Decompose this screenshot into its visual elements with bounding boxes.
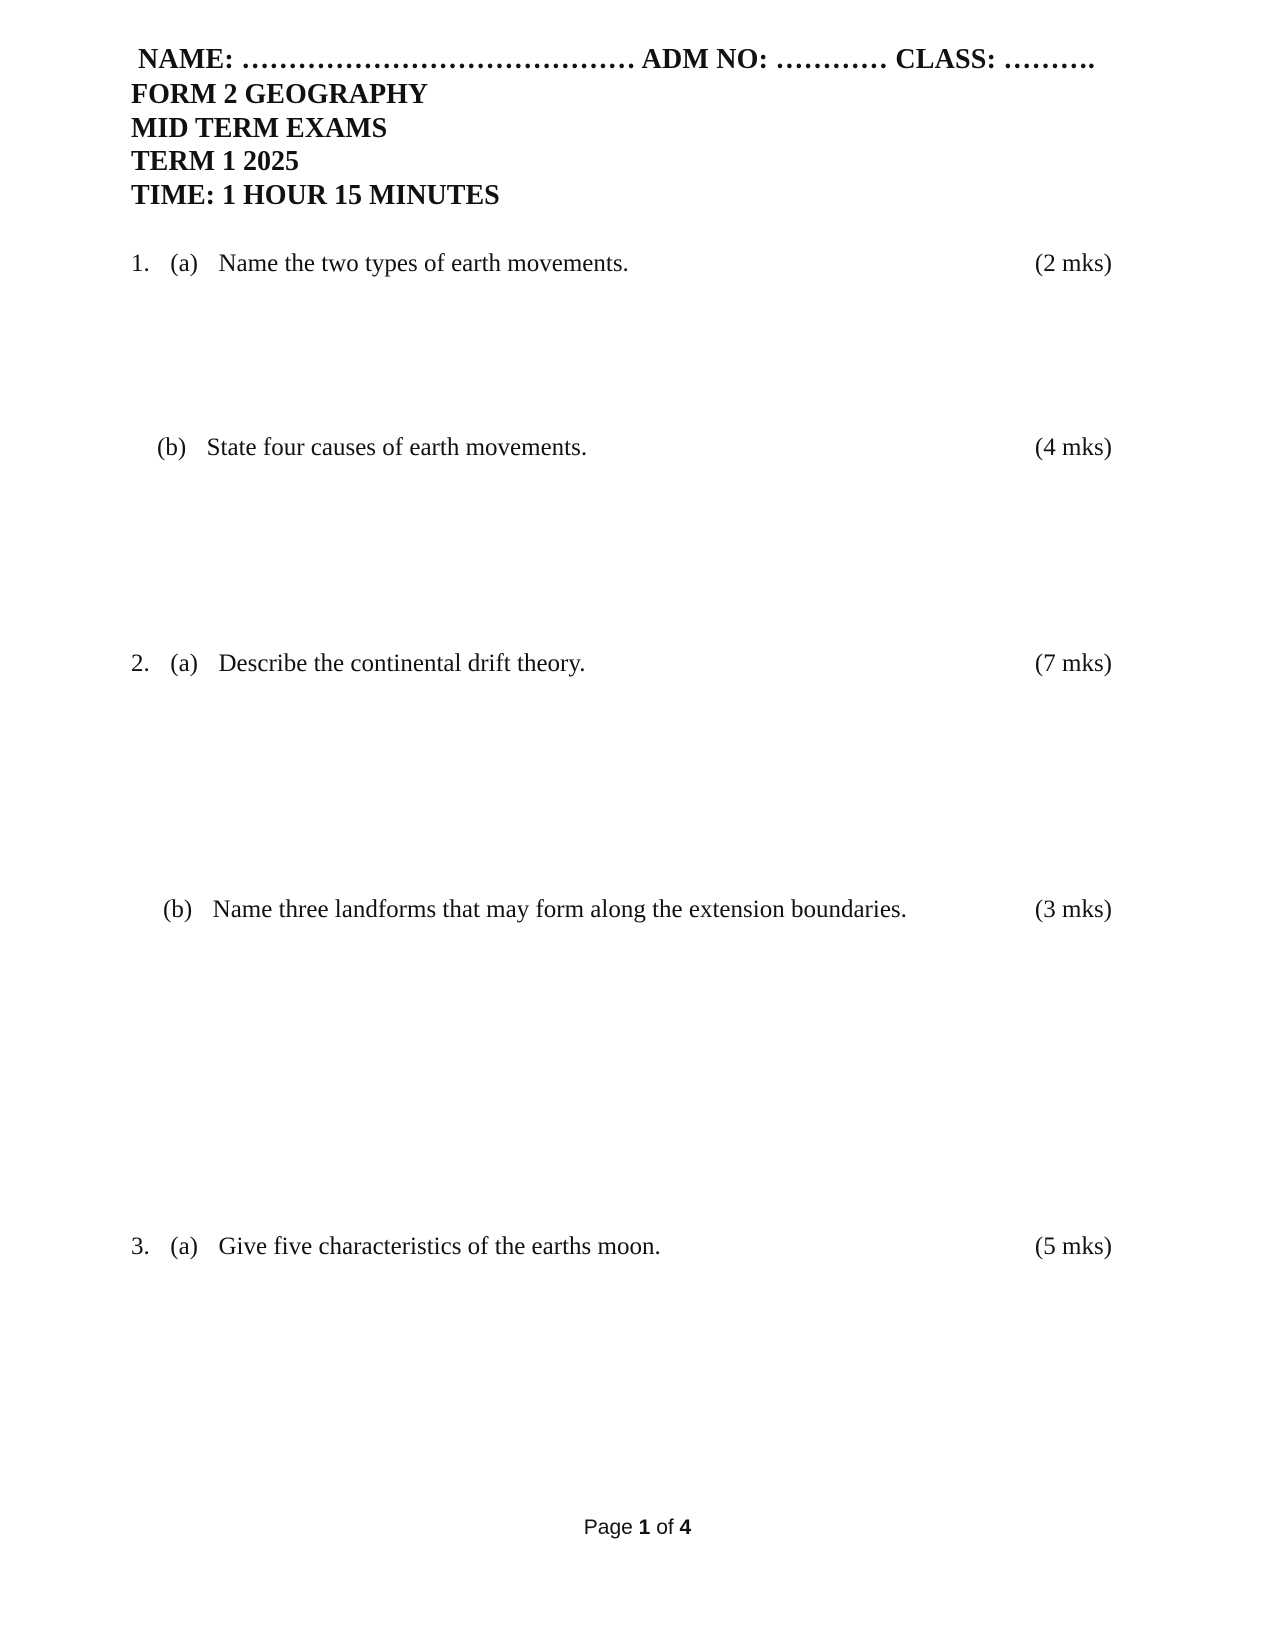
question-3a	[131, 1233, 661, 1261]
question-text: State four causes of earth movements.	[206, 434, 588, 461]
question-1b-marks: (4 mks)	[1034, 434, 1112, 461]
term-title: TERM 1 2025	[131, 146, 299, 177]
exam-title: MID TERM EXAMS	[131, 112, 388, 144]
page-footer	[0, 1516, 1275, 1540]
question-1a	[131, 250, 629, 278]
page-word: Page	[583, 1516, 633, 1539]
question-2b	[163, 896, 907, 924]
question-part: (b)	[157, 434, 187, 461]
question-number: 1.	[131, 250, 150, 277]
question-1b	[157, 434, 587, 462]
question-2b-marks: (3 mks)	[1034, 896, 1112, 923]
student-details-line: NAME: …………………………………… ADM NO: ………… CLASS: ……….	[138, 44, 1096, 75]
question-3a-marks: (5 mks)	[1034, 1233, 1112, 1260]
time-allowed: TIME: 1 HOUR 15 MINUTES	[131, 179, 500, 211]
subject-title: FORM 2 GEOGRAPHY	[131, 79, 429, 110]
question-number: 2.	[131, 650, 150, 677]
question-part: (a)	[170, 650, 198, 677]
current-page-number: 1	[638, 1516, 651, 1539]
question-text: Describe the continental drift theory.	[218, 650, 586, 677]
question-text: Name three landforms that may form along the extension boundaries.	[212, 896, 907, 923]
question-part: (a)	[170, 1233, 198, 1260]
exam-header	[131, 78, 500, 212]
question-number: 3.	[131, 1233, 150, 1260]
question-text: Give five characteristics of the earths moon.	[218, 1233, 661, 1260]
of-word: of	[656, 1516, 674, 1539]
question-text: Name the two types of earth movements.	[218, 250, 629, 277]
question-2a	[131, 650, 586, 678]
question-part: (a)	[170, 250, 198, 277]
question-1a-marks: (2 mks)	[1034, 250, 1112, 277]
question-2a-marks: (7 mks)	[1034, 650, 1112, 677]
question-part: (b)	[163, 896, 193, 923]
total-page-number: 4	[679, 1516, 692, 1539]
